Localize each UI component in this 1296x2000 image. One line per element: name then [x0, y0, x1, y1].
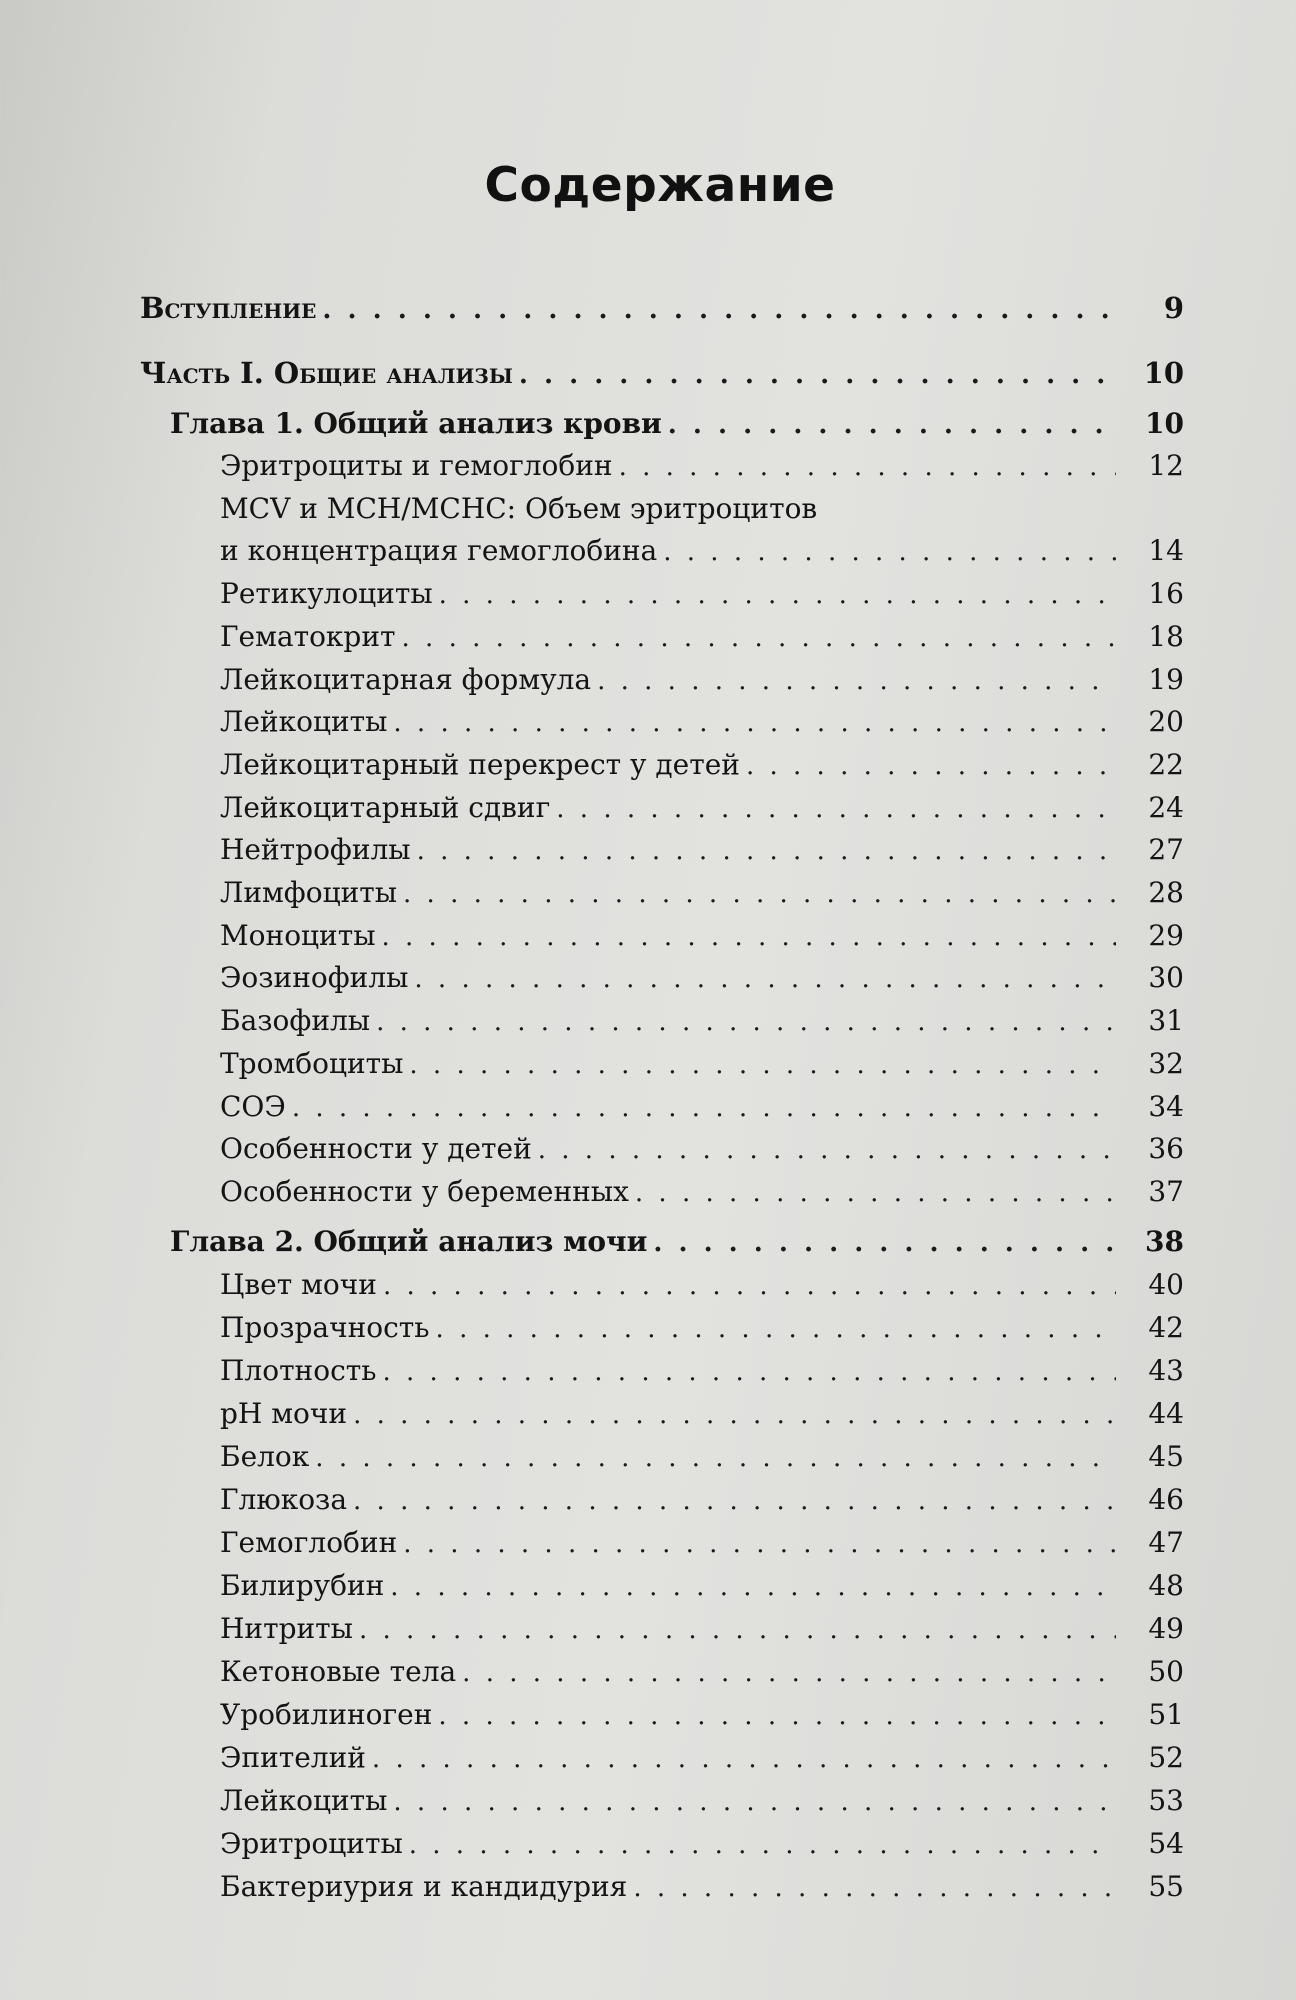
- toc-entry-section: [220, 1482, 1184, 1519]
- dot-leader: [414, 961, 1116, 997]
- dot-leader: [409, 1827, 1116, 1863]
- toc-entry-section: [220, 1089, 1184, 1126]
- dot-leader: [382, 919, 1117, 955]
- toc-entry-page: 43: [1148, 1354, 1184, 1387]
- toc-entry-page: 31: [1148, 1004, 1184, 1038]
- dot-leader: [635, 1175, 1116, 1211]
- dot-leader: [376, 1004, 1116, 1040]
- toc-entry-page: 22: [1148, 747, 1184, 781]
- toc-entry-section: [220, 875, 1184, 912]
- toc-entry-part: [140, 355, 1184, 393]
- toc-entry-label: Белок: [220, 1440, 310, 1473]
- dot-leader: [402, 620, 1116, 656]
- toc-entry-section: [220, 1525, 1184, 1562]
- toc-entry-page: 14: [1148, 534, 1184, 568]
- toc-entry-section: [220, 790, 1184, 827]
- toc-entry-label: Эритроциты и гемоглобин: [220, 449, 613, 482]
- dot-leader: [383, 1354, 1117, 1390]
- toc-entry-label: Глава 1. Общий анализ крови: [170, 407, 662, 440]
- toc-entry-section: [220, 1046, 1184, 1083]
- toc-entry-page: 34: [1148, 1089, 1184, 1123]
- dot-leader: [462, 1655, 1116, 1691]
- dot-leader: [403, 876, 1116, 912]
- toc-entry-section: [220, 533, 1184, 570]
- dot-leader: [663, 534, 1116, 570]
- toc-entry-section: [220, 619, 1184, 656]
- toc-entry-label: Прозрачность: [220, 1311, 430, 1344]
- toc-entry-label: Глюкоза: [220, 1483, 348, 1516]
- dot-leader: [438, 1698, 1116, 1734]
- toc-entry-page: 54: [1148, 1827, 1184, 1860]
- page-title: Содержание: [484, 158, 836, 213]
- toc-entry-page: 16: [1148, 577, 1184, 611]
- toc-entry-label: Эритроциты: [220, 1827, 403, 1860]
- toc-entry-section: [220, 1396, 1184, 1433]
- toc-entry-page: 10: [1143, 356, 1184, 390]
- toc-entry-page: 53: [1148, 1784, 1184, 1817]
- toc-entry-section: [220, 1439, 1184, 1476]
- dot-leader: [383, 1268, 1116, 1304]
- toc-entry-section: [220, 448, 1184, 485]
- toc-entry-page: 40: [1148, 1268, 1184, 1301]
- dot-leader: [353, 1397, 1116, 1433]
- dot-leader: [556, 791, 1116, 827]
- toc-entry-label: СОЭ: [220, 1089, 286, 1123]
- toc-entry-label: Билирубин: [220, 1569, 385, 1602]
- toc-entry-page: 19: [1148, 662, 1184, 696]
- dot-leader: [359, 1612, 1116, 1648]
- toc-entry-label: Эозинофилы: [220, 961, 409, 995]
- toc-entry-label: Эпителий: [220, 1741, 366, 1774]
- dot-leader: [653, 1225, 1116, 1261]
- toc-entry-label: Кетоновые тела: [220, 1655, 457, 1688]
- dot-leader: [597, 663, 1116, 699]
- dot-leader: [393, 705, 1116, 741]
- toc-entry-page: 18: [1148, 619, 1184, 653]
- toc-entry-page: 47: [1148, 1526, 1184, 1559]
- dot-leader: [619, 449, 1116, 485]
- toc-entry-page: 30: [1148, 961, 1184, 995]
- toc-entry-page: 42: [1148, 1311, 1184, 1344]
- toc-entry-page: 36: [1148, 1132, 1184, 1166]
- toc-entry-label: Лейкоцитарная формула: [220, 662, 592, 696]
- toc-entry-label: Бактериурия и кандидурия: [220, 1870, 628, 1903]
- toc-entry-label: Часть I. Общие анализы: [140, 356, 513, 390]
- toc-entry-page: 38: [1145, 1225, 1184, 1258]
- toc-entry-page: 55: [1148, 1870, 1184, 1903]
- dot-leader: [292, 1090, 1116, 1126]
- toc-entry-label: Цвет мочи: [220, 1268, 377, 1301]
- toc-entry-label: MCV и MCH/MCHC: Объем эритроцитов: [220, 491, 818, 525]
- toc-entry-page: 28: [1148, 876, 1184, 909]
- toc-entry-label: Вступление: [140, 291, 317, 325]
- dot-leader: [403, 1526, 1116, 1562]
- toc-entry-label: Особенности у беременных: [220, 1174, 629, 1208]
- toc-entry-page: 50: [1148, 1655, 1184, 1688]
- toc-entry-section: [220, 1611, 1184, 1648]
- dot-leader: [519, 357, 1116, 393]
- toc-entry-label: Лейкоциты: [220, 1784, 388, 1817]
- dot-leader: [409, 1047, 1116, 1083]
- dot-leader: [436, 1311, 1116, 1347]
- toc-entry-section: [220, 1353, 1184, 1390]
- toc-entry-page: 52: [1148, 1741, 1184, 1774]
- toc-entry-section: [220, 1568, 1184, 1605]
- toc-entry-page: 24: [1148, 790, 1184, 824]
- toc-entry-section: [220, 1174, 1184, 1211]
- toc-entry-label: Базофилы: [220, 1004, 371, 1038]
- toc-entry-label: Гематокрит: [220, 619, 396, 653]
- toc-entry-label: Лейкоцитарный перекрест у детей: [220, 747, 740, 781]
- toc-entry-label: Лимфоциты: [220, 876, 398, 909]
- toc-entry-page: 20: [1148, 705, 1184, 739]
- toc-entry-page: 49: [1148, 1612, 1184, 1645]
- dot-leader: [322, 292, 1116, 328]
- toc-entry-section: [220, 1310, 1184, 1347]
- toc-entry-page: 29: [1148, 918, 1184, 952]
- dot-leader: [315, 1440, 1116, 1476]
- toc-entry-page: 51: [1148, 1698, 1184, 1731]
- toc-entry-label: и концентрация гемоглобина: [220, 534, 658, 568]
- toc-entry-page: 46: [1148, 1483, 1184, 1516]
- dot-leader: [372, 1741, 1116, 1777]
- dot-leader: [746, 748, 1116, 784]
- dot-leader: [353, 1483, 1116, 1519]
- toc-entry-page: 48: [1148, 1569, 1184, 1602]
- toc-entry-section: [220, 832, 1184, 869]
- dot-leader: [668, 407, 1116, 443]
- toc-entry-section: [220, 1783, 1184, 1820]
- toc-entry-section: [220, 576, 1184, 613]
- toc-entry-page: 37: [1148, 1174, 1184, 1208]
- dot-leader: [417, 833, 1116, 869]
- toc-entry-label: pH мочи: [220, 1397, 348, 1430]
- dot-leader: [393, 1784, 1116, 1820]
- toc-entry-label: Лейкоцитарный сдвиг: [220, 790, 551, 824]
- toc-entry-intro: [140, 290, 1184, 328]
- toc-entry-page: 44: [1148, 1397, 1184, 1430]
- toc-entry-section: [220, 1267, 1184, 1304]
- toc-entry-chapter: [170, 406, 1184, 443]
- toc-entry-label: Глава 2. Общий анализ мочи: [170, 1225, 648, 1258]
- toc-entry-label: Гемоглобин: [220, 1526, 398, 1559]
- toc-entry-section: [220, 1740, 1184, 1777]
- toc-entry-label: Моноциты: [220, 918, 376, 952]
- toc-entry-section: [220, 747, 1184, 784]
- toc-entry-section: [220, 704, 1184, 741]
- toc-entry-label: Тромбоциты: [220, 1046, 404, 1080]
- toc-entry-section: [220, 918, 1184, 955]
- dot-leader: [633, 1870, 1116, 1906]
- toc-entry-label: Нейтрофилы: [220, 833, 411, 867]
- dot-leader: [538, 1132, 1116, 1168]
- toc-entry-label: Лейкоциты: [220, 705, 388, 739]
- toc-entry-section: [220, 1697, 1184, 1734]
- toc-entry-section: [220, 1869, 1184, 1906]
- toc-entry-page: 12: [1148, 449, 1184, 482]
- toc-entry-label: Нитриты: [220, 1612, 353, 1645]
- toc-entry-section: [220, 1131, 1184, 1168]
- toc-entry-page: 9: [1163, 291, 1184, 325]
- dot-leader: [439, 577, 1116, 613]
- toc-entry-page: 45: [1148, 1440, 1184, 1473]
- toc-entry-page: 27: [1148, 833, 1184, 867]
- toc-entry-section: [220, 662, 1184, 699]
- toc-entry-section: [220, 1003, 1184, 1040]
- toc-entry-section: [220, 960, 1184, 997]
- toc-entry-label: Плотность: [220, 1354, 377, 1387]
- toc-entry-page: 10: [1145, 407, 1184, 440]
- toc-entry-label: Уробилиноген: [220, 1698, 433, 1731]
- toc-entry-section: [220, 1654, 1184, 1691]
- toc-entry-label: Ретикулоциты: [220, 577, 433, 611]
- toc-entry-label: Особенности у детей: [220, 1132, 532, 1166]
- toc-entry-section: [220, 1826, 1184, 1863]
- toc-entry-chapter: [170, 1224, 1184, 1261]
- dot-leader: [390, 1569, 1116, 1605]
- toc-entry-page: 32: [1148, 1046, 1184, 1080]
